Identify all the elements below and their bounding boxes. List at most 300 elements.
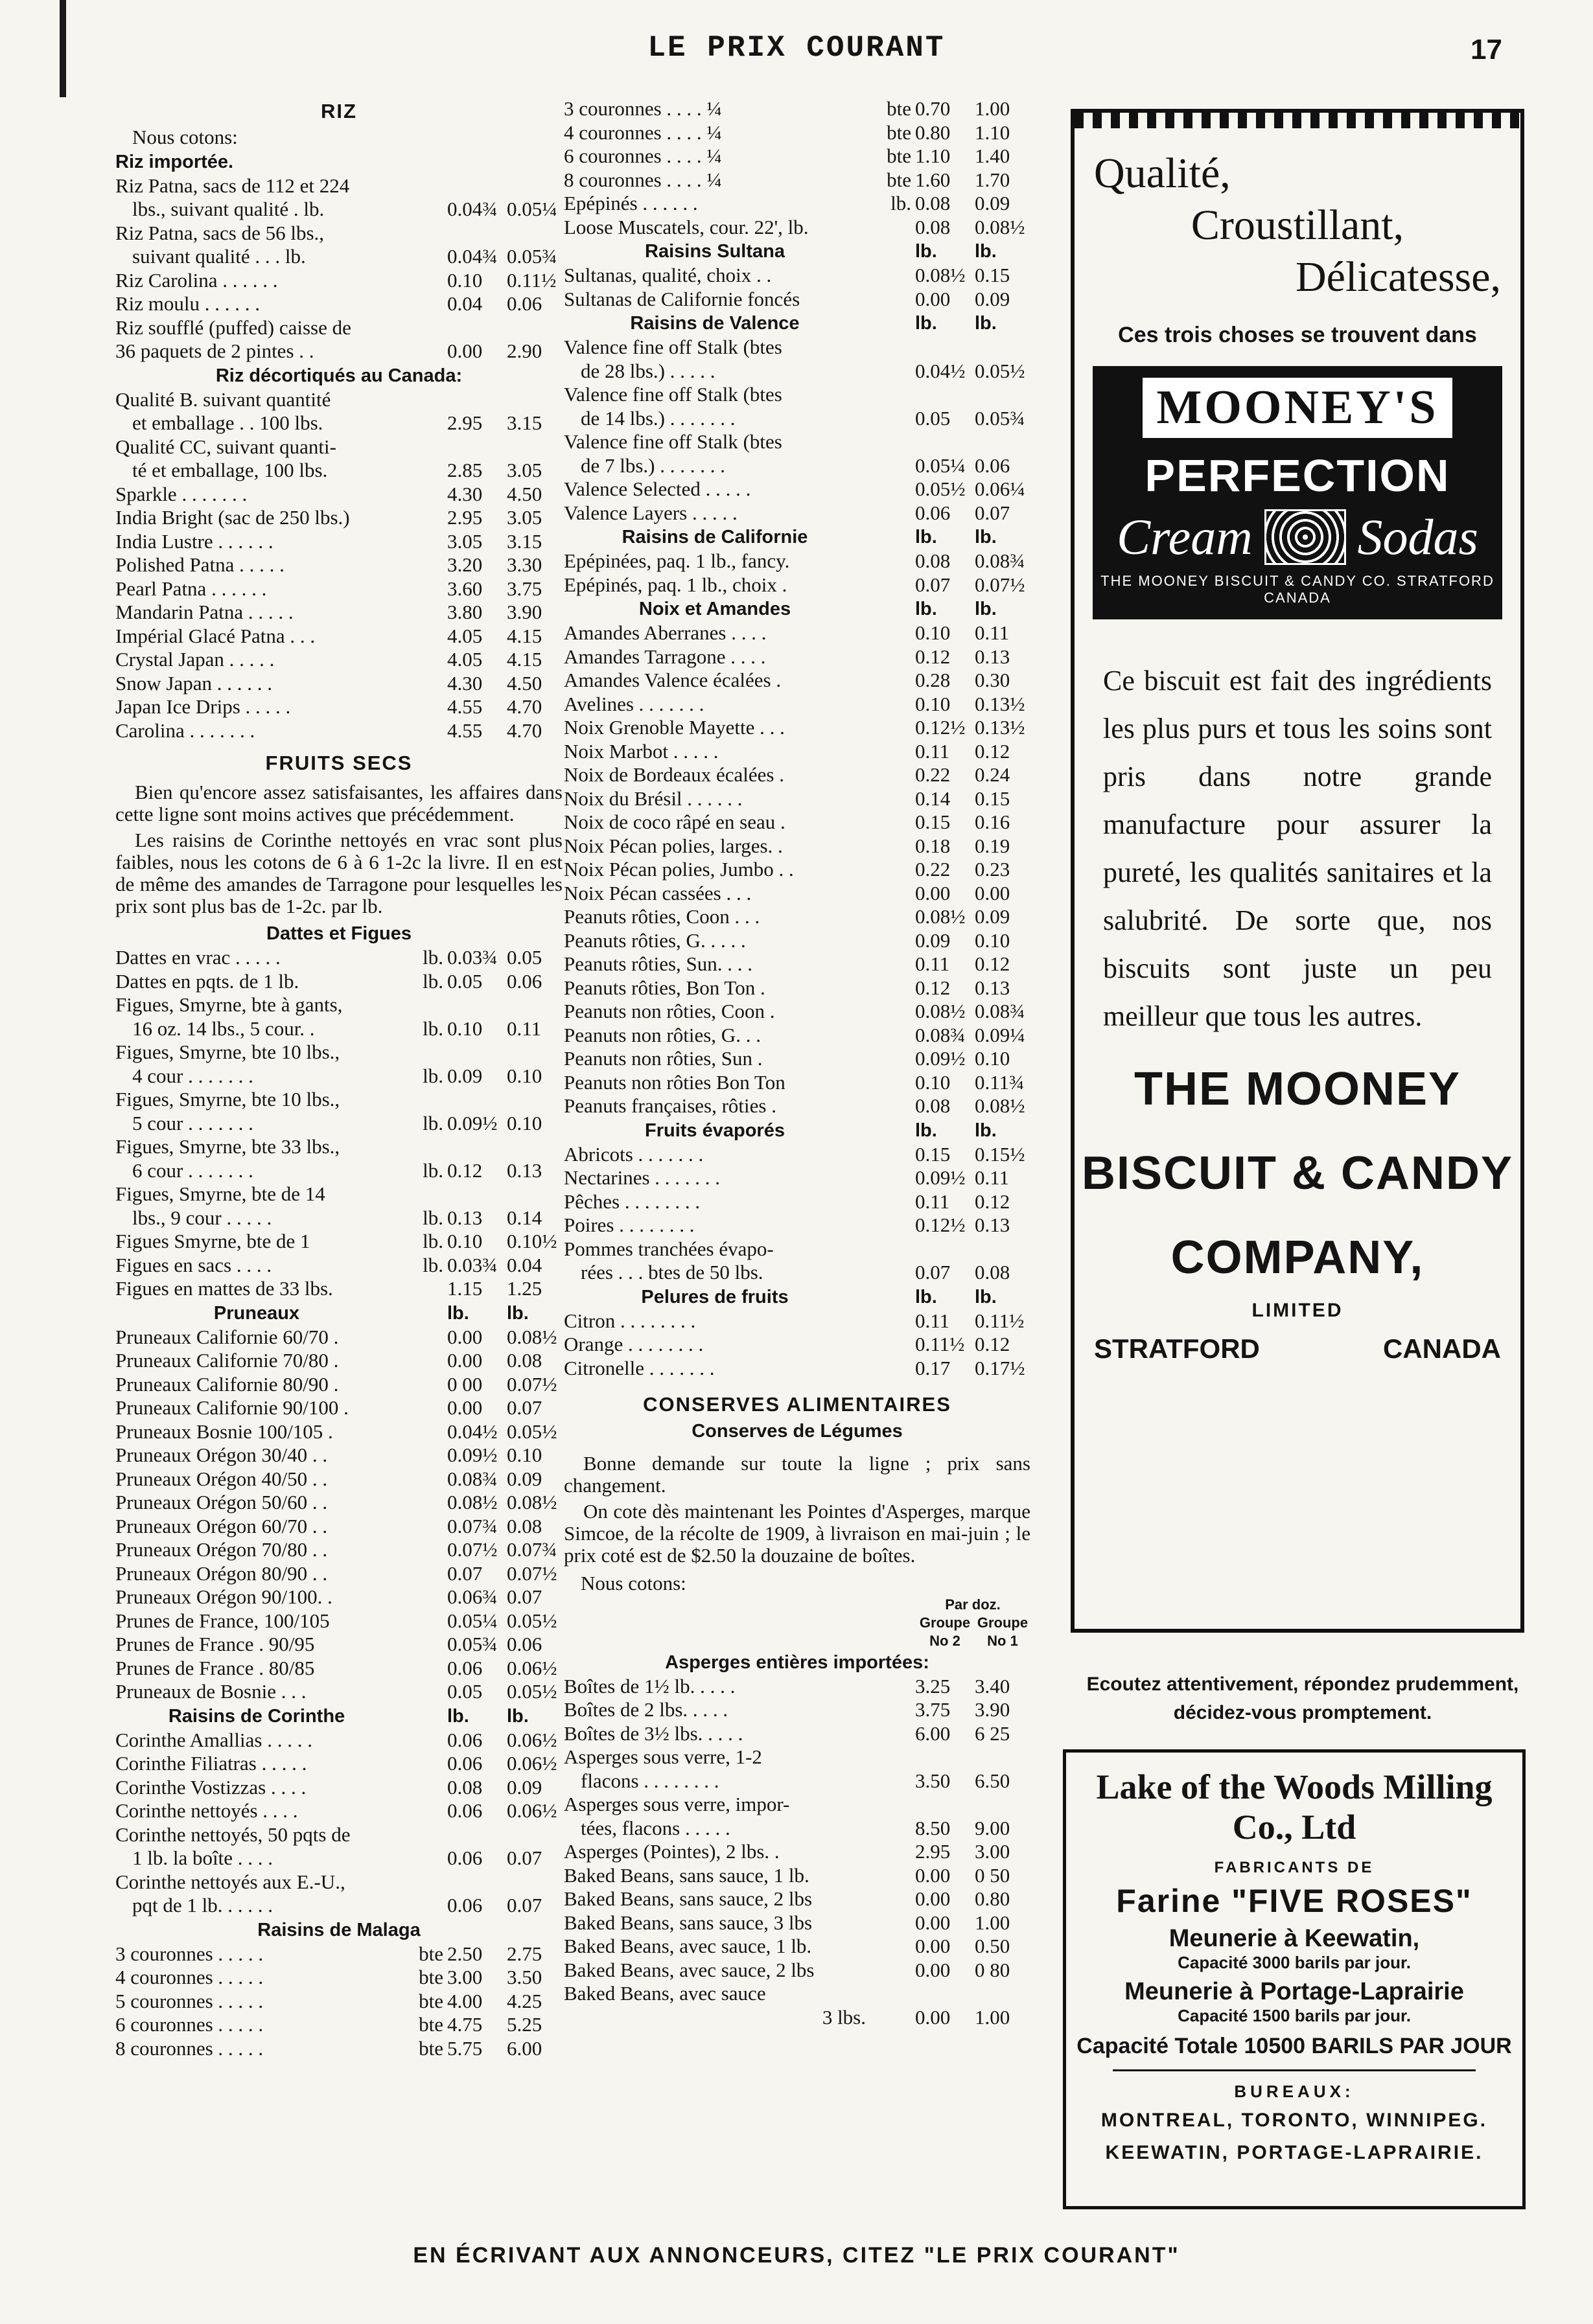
price-low: 2.95 xyxy=(447,506,483,529)
price-high: 0.16 xyxy=(975,811,1010,833)
price-low: 0.09½ xyxy=(447,1111,498,1134)
price-low: 0.09 xyxy=(915,928,951,952)
price-row xyxy=(564,976,1030,1000)
item-name: et emballage . . 100 lbs. xyxy=(132,411,323,434)
page-number: 17 xyxy=(1471,34,1502,65)
price-row xyxy=(115,1396,563,1420)
item-name: Noix Pécan polies, Jumbo . . xyxy=(564,858,794,880)
price-high: 0.08½ xyxy=(507,1325,557,1348)
price-high: 1.00 xyxy=(975,2005,1010,2029)
price-high: 0.09 xyxy=(507,1467,542,1490)
item-name: Poires . . . . . . . . xyxy=(564,1214,695,1236)
price-high: 0.05¼ xyxy=(507,198,557,220)
office-cities-1: MONTREAL, TORONTO, WINNIPEG. xyxy=(1100,2110,1488,2131)
item-name: lbs., suivant qualité . lb. xyxy=(132,198,325,220)
price-row xyxy=(564,477,1030,501)
mooney-advertisement xyxy=(1071,109,1524,1633)
price-high: 0.07 xyxy=(507,1847,542,1869)
price-row xyxy=(115,1182,563,1206)
price-high: 0.13 xyxy=(507,1158,542,1182)
price-low: 0.07 xyxy=(915,1261,951,1283)
price-high: 0.11 xyxy=(975,1166,1010,1189)
company-name-line-3: COMPANY, xyxy=(1170,1232,1424,1283)
price-row xyxy=(115,1349,563,1373)
price-high: 0.09 xyxy=(975,287,1010,310)
item-name: Noix Pécan cassées . . . xyxy=(564,881,752,904)
item-name: Noix Marbot . . . . . xyxy=(564,739,719,763)
price-row xyxy=(115,1491,563,1515)
price-low: 0.06 xyxy=(447,1799,483,1822)
price-high: 0.06 xyxy=(507,1633,542,1655)
price-low: 0.04½ xyxy=(447,1420,498,1443)
item-name: Corinthe nettoyés . . . . xyxy=(115,1799,298,1822)
price-row xyxy=(115,292,563,316)
item-name: Pruneaux Orégon 90/100. . xyxy=(115,1585,332,1608)
price-high: 3.75 xyxy=(507,577,542,600)
price-row xyxy=(115,1254,563,1278)
price-row xyxy=(564,1214,1030,1237)
par-doz-header: Par doz. xyxy=(945,1596,1001,1613)
price-high: 0.05 xyxy=(507,946,542,969)
product-cream-sodas: Cream Sodas xyxy=(1117,509,1478,565)
page-footer-notice: EN ÉCRIVANT AUX ANNONCEURS, CITEZ "LE PRIX COURANT" xyxy=(413,2243,1180,2268)
item-name: Boîtes de 3½ lbs. . . . . xyxy=(564,1721,743,1745)
subheading-noix: Noix et Amandes lb. lb. xyxy=(638,599,997,619)
price-row xyxy=(115,1373,563,1397)
company-location xyxy=(1075,1322,1520,1376)
price-low: 0.00 xyxy=(447,339,483,362)
item-name: Corinthe Vostizzas . . . . xyxy=(115,1775,307,1799)
price-low: 0.18 xyxy=(915,834,951,857)
price-low: 0.12½ xyxy=(915,1214,966,1236)
price-low: 0.08¾ xyxy=(915,1023,966,1046)
price-list-riz-canada xyxy=(115,388,563,743)
fruits-paragraph-1: Bien qu'encore assez satisfaisantes, les affaires dans cette ligne sont moins actives que précédemment. xyxy=(115,781,563,825)
price-low: 0.10 xyxy=(447,1230,483,1252)
price-high: 3.50 xyxy=(507,1966,542,1988)
section-heading-fruits-secs: FRUITS SECS xyxy=(265,752,413,774)
fabricants-label: FABRICANTS DE xyxy=(1214,1859,1375,1876)
price-row xyxy=(564,1793,1030,1817)
price-low: 5.75 xyxy=(447,2036,483,2060)
price-low: 0.00 xyxy=(915,1911,951,1934)
price-row xyxy=(115,672,563,696)
price-row xyxy=(115,1467,563,1491)
product-maker-line: THE MOONEY BISCUIT & CANDY CO. STRATFORD CANADA xyxy=(1100,573,1494,606)
item-name: Figues, Smyrne, bte à gants, xyxy=(115,993,343,1016)
price-low: 0.15 xyxy=(915,1142,951,1166)
price-low: 0.07 xyxy=(447,1561,483,1585)
price-high: 0.12 xyxy=(975,1333,1010,1355)
price-row xyxy=(115,1799,563,1823)
item-name: Asperges sous verre, 1-2 xyxy=(564,1745,762,1768)
price-row xyxy=(564,2006,1030,2030)
price-row xyxy=(564,1357,1030,1381)
price-row xyxy=(115,695,563,719)
price-row xyxy=(564,573,1030,597)
price-row xyxy=(564,1094,1030,1118)
price-low: 0.70 xyxy=(915,97,951,120)
price-high: 0 80 xyxy=(975,1958,1010,1981)
item-name: Figues, Smyrne, bte 10 lbs., xyxy=(115,1041,340,1063)
flour-brand: Farine "FIVE ROSES" xyxy=(1116,1883,1472,1919)
price-high: 4.70 xyxy=(507,719,542,742)
price-list-noix xyxy=(564,621,1030,1118)
price-high: 0.07½ xyxy=(507,1561,557,1585)
price-row xyxy=(564,168,1030,192)
item-name: Epépinés, paq. 1 lb., choix . xyxy=(564,573,787,596)
price-row xyxy=(115,1135,563,1159)
price-high: 0.10½ xyxy=(507,1230,557,1252)
price-row xyxy=(564,787,1030,811)
item-name: 5 cour . . . . . . . xyxy=(132,1111,253,1134)
price-high: 6 25 xyxy=(975,1721,1010,1745)
price-high: 0.12 xyxy=(975,1190,1010,1213)
price-row xyxy=(115,459,563,483)
price-row xyxy=(115,625,563,649)
item-name: 8 couronnes . . . . . xyxy=(115,2036,264,2060)
price-low: 0.05¼ xyxy=(915,454,966,477)
price-high: 3.90 xyxy=(975,1698,1010,1721)
price-high: 0.19 xyxy=(975,834,1010,857)
price-low: 0.12 xyxy=(915,645,951,668)
price-high: 2.90 xyxy=(507,339,542,362)
price-high: 0.10 xyxy=(507,1444,542,1466)
price-row xyxy=(115,483,563,507)
price-row xyxy=(564,716,1030,740)
price-row xyxy=(115,946,563,970)
price-low: 0.15 xyxy=(915,811,951,833)
price-high: 0.08 xyxy=(507,1349,542,1372)
item-name: Pruneaux Orégon 40/50 . . xyxy=(115,1467,328,1490)
item-name: Corinthe Amallias . . . . . xyxy=(115,1728,312,1751)
price-low: 0.00 xyxy=(447,1396,483,1419)
price-low: 0.06¾ xyxy=(447,1585,498,1608)
price-row xyxy=(564,669,1030,693)
unit: lb. xyxy=(423,946,443,969)
price-high: 0.17½ xyxy=(975,1356,1025,1379)
ad-body-copy: Ce biscuit est fait des ingrédients les plus purs et tous les soins sont pris dans notre grande manufacture pour assurer la pureté, les qualités sanitaires et la salubrité. De sorte que, nos biscuits sont juste un peu meilleur que tous les autres. xyxy=(1103,665,1492,1032)
price-row xyxy=(115,530,563,554)
price-row xyxy=(564,501,1030,525)
price-row xyxy=(564,1024,1030,1048)
item-name: Figues en mattes de 33 lbs. xyxy=(115,1277,333,1300)
price-low: 0.08 xyxy=(915,549,951,572)
item-name: Riz Carolina . . . . . . xyxy=(115,268,278,292)
price-high: 4.70 xyxy=(507,695,542,718)
price-row xyxy=(564,763,1030,787)
price-high: 3.15 xyxy=(507,411,542,434)
price-low: 0.00 xyxy=(915,1863,951,1887)
price-high: 0.04 xyxy=(507,1253,542,1276)
price-high: 0.50 xyxy=(975,1935,1010,1957)
price-low: 0.11 xyxy=(915,1190,950,1213)
column-middle xyxy=(564,97,1030,2029)
price-high: 0.06½ xyxy=(507,1799,557,1822)
item-name: lbs., 9 cour . . . . . xyxy=(132,1206,272,1229)
price-low: 3.60 xyxy=(447,577,483,600)
item-name: 6 cour . . . . . . . xyxy=(132,1158,253,1182)
price-high: 0.13½ xyxy=(975,692,1025,715)
price-high: 0 50 xyxy=(975,1863,1010,1887)
divider xyxy=(1113,2069,1476,2071)
price-high: 0.10 xyxy=(975,928,1010,952)
price-low: 4.00 xyxy=(447,1989,483,2012)
mill-portage-capacity: Capacité 1500 barils par jour. xyxy=(1178,2006,1411,2025)
price-row xyxy=(115,435,563,459)
item-name: Peanuts rôties, Sun. . . . xyxy=(564,952,753,975)
unit: bte xyxy=(419,2036,443,2060)
price-high: 0.06½ xyxy=(507,1752,557,1775)
legumes-paragraph-1: Bonne demande sur toute la ligne ; prix sans changement. xyxy=(564,1452,1030,1497)
lake-of-the-woods-advertisement xyxy=(1063,1749,1526,2209)
price-high: 0.23 xyxy=(975,858,1010,880)
price-high: 0.15 xyxy=(975,787,1010,810)
price-row xyxy=(115,1633,563,1657)
price-row xyxy=(564,1047,1030,1071)
subheading-riz-canada: Riz décortiqués au Canada: xyxy=(215,365,463,386)
price-high: 1.10 xyxy=(975,121,1010,144)
item-name: pqt de 1 lb. . . . . . xyxy=(132,1894,273,1916)
price-high: 0.00 xyxy=(975,881,1010,904)
price-low: 0.06 xyxy=(447,1847,483,1869)
price-high: 4.50 xyxy=(507,671,542,695)
price-row xyxy=(115,577,563,601)
decorative-border-top xyxy=(1075,113,1520,128)
price-row xyxy=(115,1776,563,1800)
journal-title: LE PRIX COURANT xyxy=(647,31,946,65)
price-high: 0.15½ xyxy=(975,1142,1025,1166)
item-name: 5 couronnes . . . . . xyxy=(115,1989,264,2012)
price-row xyxy=(115,1752,563,1776)
price-high: 3.15 xyxy=(507,529,542,553)
price-row xyxy=(115,2013,563,2037)
price-high: 0.08½ xyxy=(975,215,1025,238)
brand-logo-mooneys: MOONEY'S xyxy=(1143,378,1453,438)
subheading-asperges: Asperges entières importées: xyxy=(665,1651,929,1673)
item-name: Noix de coco râpé en seau . xyxy=(564,811,785,833)
price-high: 0.13 xyxy=(975,1214,1010,1236)
mill-keewatin-capacity: Capacité 3000 barils par jour. xyxy=(1178,1953,1411,1972)
price-high: 0.30 xyxy=(975,669,1010,691)
price-high: 0.12 xyxy=(975,952,1010,975)
price-row xyxy=(564,1817,1030,1841)
price-row xyxy=(115,1277,563,1301)
unit: lb. xyxy=(423,1253,443,1276)
item-name: Baked Beans, sans sauce, 3 lbs xyxy=(564,1911,813,1934)
subheading-valence: Raisins de Valence lb. lb. xyxy=(630,313,997,334)
office-cities-2: KEEWATIN, PORTAGE-LAPRAIRIE. xyxy=(1105,2142,1483,2163)
item-name: Boîtes de 2 lbs. . . . . xyxy=(564,1698,728,1721)
price-row xyxy=(115,601,563,625)
item-name: Figues en sacs . . . . xyxy=(115,1253,272,1276)
price-row xyxy=(564,360,1030,384)
price-high: 6.50 xyxy=(975,1769,1010,1792)
item-name: Carolina . . . . . . . xyxy=(115,719,255,742)
item-name: Pruneaux Orégon 70/80 . . xyxy=(115,1538,328,1561)
price-low: 0.10 xyxy=(915,692,951,715)
item-name: suivant qualité . . . lb. xyxy=(132,245,306,268)
item-name: Qualité CC, suivant quanti- xyxy=(115,435,336,458)
listen-notice: Ecoutez attentivement, répondez prudemment, décidez-vous promptement. xyxy=(1086,1674,1519,1723)
price-row xyxy=(115,1041,563,1064)
price-low: 0.10 xyxy=(915,1070,951,1094)
column-left xyxy=(115,97,563,2060)
price-low: 4.30 xyxy=(447,482,483,505)
price-low: 0.00 xyxy=(915,1935,951,1957)
price-row xyxy=(115,1847,563,1870)
price-high: 0.09 xyxy=(975,192,1010,214)
price-high: 4.25 xyxy=(507,1989,542,2012)
price-row xyxy=(564,216,1030,240)
price-low: 0.11½ xyxy=(915,1333,965,1355)
price-low: 0.00 xyxy=(915,881,951,904)
item-name: flacons . . . . . . . . xyxy=(581,1769,719,1792)
company-name-line-1: THE MOONEY xyxy=(1134,1063,1461,1115)
price-low: 0.11 xyxy=(915,1309,950,1332)
price-high: 0.06½ xyxy=(507,1656,557,1679)
item-name: Figues, Smyrne, bte 33 lbs., xyxy=(115,1135,340,1158)
price-high: 0.09 xyxy=(975,905,1010,928)
price-row xyxy=(564,952,1030,976)
price-row xyxy=(564,1722,1030,1746)
price-row xyxy=(115,1942,563,1966)
item-name: Crystal Japan . . . . . xyxy=(115,648,275,671)
price-row xyxy=(115,411,563,435)
price-low: 0.04 xyxy=(447,292,483,315)
price-low: 4.30 xyxy=(447,671,483,695)
price-low: 0.22 xyxy=(915,858,951,880)
product-name-perfection: PERFECTION xyxy=(1145,450,1450,501)
biscuit-icon xyxy=(1264,509,1346,565)
price-low: 0.07½ xyxy=(447,1538,498,1561)
unit: bte xyxy=(419,1942,443,1965)
price-low: 0.08 xyxy=(915,1094,951,1117)
price-row xyxy=(564,383,1030,407)
price-low: 0 00 xyxy=(447,1372,483,1396)
item-name: Peanuts non rôties, Sun . xyxy=(564,1047,763,1070)
price-row xyxy=(564,1071,1030,1095)
price-low: 0.04¾ xyxy=(447,198,498,220)
item-name: Japan Ice Drips . . . . . xyxy=(115,695,291,718)
subheading-pruneaux: Pruneaux lb. lb. xyxy=(213,1302,529,1324)
item-name: Valence Selected . . . . . xyxy=(564,477,751,500)
item-name: 4 couronnes . . . . . xyxy=(115,1966,264,1988)
price-high: 0.08¾ xyxy=(975,549,1025,572)
ad-quality-line: Qualité, xyxy=(1094,150,1231,197)
price-low: 0.06 xyxy=(447,1656,483,1679)
unit: lb. xyxy=(423,1206,443,1229)
price-high: 0.06¼ xyxy=(975,477,1025,500)
price-row xyxy=(115,2037,563,2061)
mill-portage: Meunerie à Portage-Laprairie xyxy=(1124,1978,1464,2005)
price-low: 1.15 xyxy=(447,1277,483,1300)
mill-keewatin: Meunerie à Keewatin, xyxy=(1169,1925,1420,1952)
item-name: Valence fine off Stalk (btes xyxy=(564,383,782,406)
item-name: Noix du Brésil . . . . . . xyxy=(564,787,743,810)
price-low: 0.08¾ xyxy=(447,1467,498,1490)
item-name: 1 lb. la boîte . . . . xyxy=(132,1847,273,1869)
item-name: Peanuts rôties, Bon Ton . xyxy=(564,976,765,999)
price-high: 0.24 xyxy=(975,763,1010,786)
price-high: 3.00 xyxy=(975,1840,1010,1863)
subheading-legumes: Conserves de Légumes xyxy=(692,1421,903,1442)
price-low: 0.05 xyxy=(915,406,951,430)
price-row xyxy=(564,336,1030,360)
price-low: 2.95 xyxy=(915,1840,951,1863)
price-high: 0.07½ xyxy=(975,573,1025,596)
price-low: 0.05 xyxy=(447,969,483,993)
price-high: 0.13½ xyxy=(975,716,1025,739)
price-row xyxy=(115,648,563,672)
price-row xyxy=(564,430,1030,454)
item-name: 4 couronnes . . . . ¼ xyxy=(564,121,722,144)
price-low: 0.06 xyxy=(447,1894,483,1916)
price-low: 0.05¾ xyxy=(447,1633,498,1655)
price-high: 0.11 xyxy=(975,621,1010,644)
price-row xyxy=(115,1420,563,1444)
price-low: 0.28 xyxy=(915,669,951,691)
price-low: 0.05 xyxy=(447,1680,483,1703)
price-low: 0.08 xyxy=(447,1775,483,1799)
price-list-malaga xyxy=(115,1942,563,2061)
item-name: de 7 lbs.) . . . . . . . xyxy=(581,454,726,477)
item-name: Baked Beans, sans sauce, 2 lbs xyxy=(564,1887,813,1910)
price-list-sultana xyxy=(564,264,1030,311)
item-name: Corinthe Filiatras . . . . . xyxy=(115,1752,307,1775)
item-name: Pruneaux Orégon 50/60 . . xyxy=(115,1491,328,1513)
price-low: 0.12 xyxy=(447,1158,483,1182)
price-row xyxy=(564,97,1030,121)
price-high: 0.15 xyxy=(975,264,1010,286)
price-low: 2.50 xyxy=(447,1942,483,1965)
price-low: 0.09½ xyxy=(915,1047,966,1070)
item-name: Corinthe nettoyés, 50 pqts de xyxy=(115,1823,351,1846)
price-high: 0.13 xyxy=(975,976,1010,999)
price-row xyxy=(115,1966,563,1990)
price-high: 0.08¾ xyxy=(975,1000,1025,1022)
legumes-nous-cotons: Nous cotons: xyxy=(581,1572,686,1594)
company-limited: LIMITED xyxy=(1251,1300,1343,1321)
price-row xyxy=(564,1864,1030,1888)
unit: lb. xyxy=(423,1111,443,1134)
item-name: Amandes Aberranes . . . . xyxy=(564,621,767,644)
product-label-box xyxy=(1093,366,1502,619)
section-heading-conserves: CONSERVES ALIMENTAIRES xyxy=(643,1393,951,1416)
ad-tagline: Ces trois choses se trouvent dans xyxy=(1118,323,1477,347)
price-low: 0.07 xyxy=(915,573,951,596)
item-name: Figues, Smyrne, bte de 14 xyxy=(115,1182,325,1205)
item-name: Baked Beans, avec sauce xyxy=(564,1982,766,2005)
price-low: 0.06 xyxy=(447,1728,483,1751)
price-high: 3.90 xyxy=(507,601,542,623)
item-name: Pruneaux Californie 60/70 . xyxy=(115,1325,339,1348)
item-name: Nectarines . . . . . . . xyxy=(564,1166,721,1189)
item-name: Impérial Glacé Patna . . . xyxy=(115,624,316,647)
item-name: Valence fine off Stalk (btes xyxy=(564,336,782,358)
subheading-pelures: Pelures de fruits lb. lb. xyxy=(641,1286,997,1307)
item-name: 3 couronnes . . . . . xyxy=(115,1942,264,1965)
price-high: 0.05½ xyxy=(975,359,1025,382)
price-high: 3.05 xyxy=(507,459,542,481)
unit: lb. xyxy=(890,192,911,214)
price-row xyxy=(115,222,563,246)
price-row xyxy=(115,1894,563,1918)
price-row xyxy=(115,1017,563,1041)
item-name: Valence fine off Stalk (btes xyxy=(564,430,782,453)
item-name: Baked Beans, sans sauce, 1 lb. xyxy=(564,1863,809,1887)
price-low: 0.07¾ xyxy=(447,1514,498,1537)
